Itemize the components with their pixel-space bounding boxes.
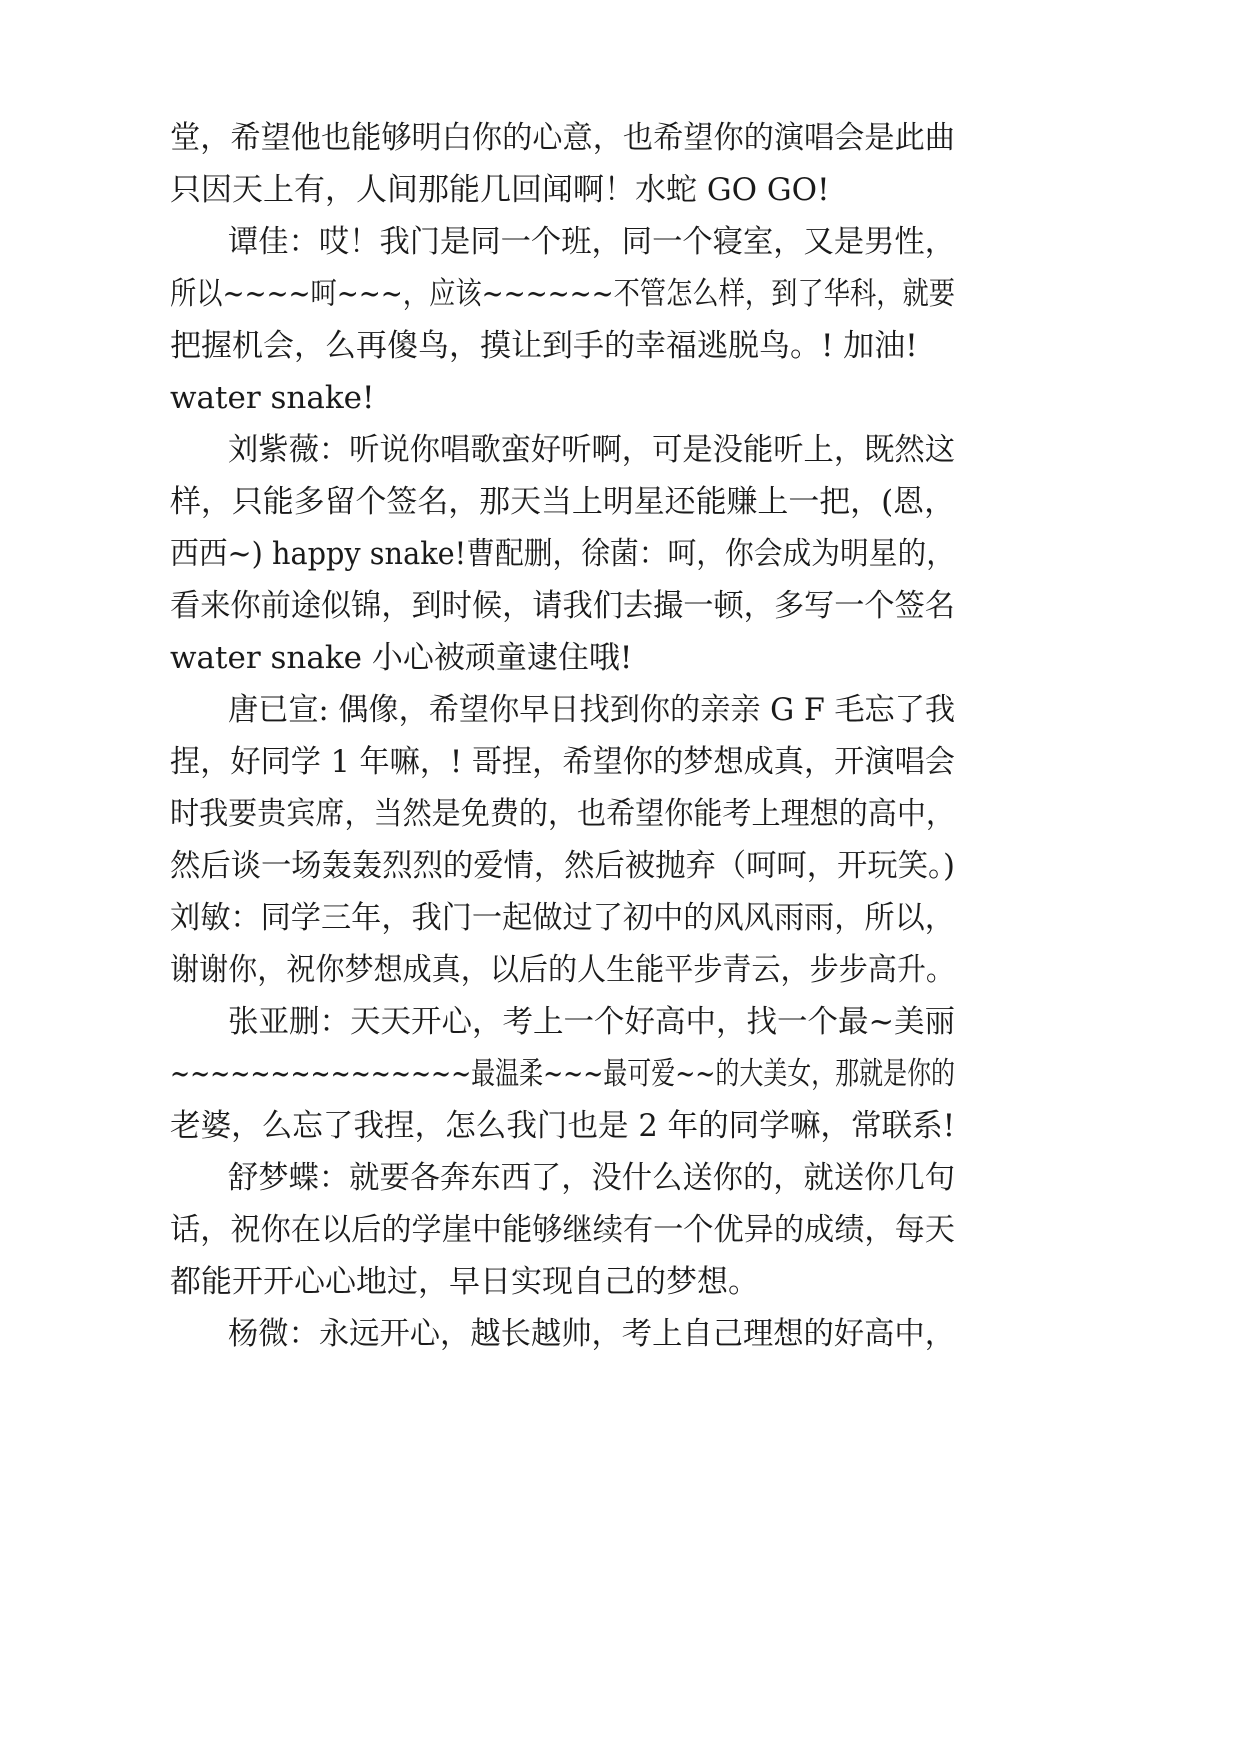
text-line: [0, 993, 1241, 1051]
line-text: 话，祝你在以后的学崖中能够继续有一个优异的成绩，每天: [170, 1212, 955, 1248]
line-text: 然后谈一场轰轰烈烈的爱情，然后被抛弃（呵呵，开玩笑。): [170, 848, 955, 884]
line-text: ~~~~~~~~~~~~~~~最温柔~~~最可爱~~的大美女，那就是你的: [170, 1056, 955, 1092]
line-text: 张亚删：天天开心，考上一个好高中，找一个最~美丽: [228, 1004, 955, 1040]
line-text: 把握机会，么再傻鸟，摸让到手的幸福逃脱鸟。! 加油!: [170, 328, 918, 364]
line-text: 唐已宣: 偶像，希望你早日找到你的亲亲 G F 毛忘了我: [228, 692, 955, 728]
line-text: water snake!: [170, 380, 375, 416]
text-line: [0, 577, 1241, 635]
line-text: 都能开开心心地过，早日实现自己的梦想。: [170, 1264, 759, 1300]
text-line: [0, 369, 1241, 427]
line-text: 舒梦蝶：就要各奔东西了，没什么送你的，就送你几句: [228, 1160, 955, 1196]
text-line: [0, 1305, 1241, 1363]
text-line: [0, 681, 1241, 739]
text-line: [0, 1045, 1241, 1103]
line-text: 堂，希望他也能够明白你的心意，也希望你的演唱会是此曲: [170, 120, 955, 156]
text-line: [0, 1149, 1241, 1207]
line-text: 老婆，么忘了我捏，怎么我门也是 2 年的同学嘛，常联系!: [170, 1108, 955, 1144]
line-text: 时我要贵宾席，当然是免费的，也希望你能考上理想的高中，: [170, 796, 955, 832]
line-text: 样，只能多留个签名，那天当上明星还能赚上一把，(恩，: [170, 484, 955, 520]
text-line: [0, 213, 1241, 271]
text-line: [0, 525, 1241, 583]
line-text: 谭佳：哎！我门是同一个班，同一个寝室，又是男性，: [228, 224, 955, 260]
text-line: [0, 1097, 1241, 1155]
text-line: [0, 421, 1241, 479]
text-line: [0, 941, 1241, 999]
text-line: [0, 1253, 1241, 1311]
text-line: [0, 1201, 1241, 1259]
text-line: [0, 317, 1241, 375]
text-line: [0, 889, 1241, 947]
line-text: water snake 小心被顽童逮住哦!: [170, 640, 633, 676]
text-line: [0, 265, 1241, 323]
line-text: 杨微：永远开心，越长越帅，考上自己理想的好高中，: [228, 1316, 955, 1352]
line-text: 刘敏：同学三年，我门一起做过了初中的风风雨雨，所以，: [170, 900, 955, 936]
text-line: [0, 629, 1241, 687]
text-line: [0, 733, 1241, 791]
line-text: 捏，好同学 1 年嘛，! 哥捏，希望你的梦想成真，开演唱会: [170, 744, 955, 780]
text-line: [0, 161, 1241, 219]
line-text: 谢谢你，祝你梦想成真，以后的人生能平步青云，步步高升。: [170, 952, 955, 988]
line-text: 只因天上有，人间那能几回闻啊！水蛇 GO GO!: [170, 172, 830, 208]
text-line: [0, 785, 1241, 843]
line-text: 看来你前途似锦，到时候，请我们去撮一顿，多写一个签名: [170, 588, 955, 624]
text-line: [0, 109, 1241, 167]
line-text: 所以~~~~呵~~~，应该~~~~~~不管怎么样，到了华科，就要: [170, 276, 955, 312]
text-line: [0, 837, 1241, 895]
line-text: 西西~) happy snake!曹配删，徐菌：呵，你会成为明星的，: [170, 536, 955, 572]
line-text: 刘紫薇：听说你唱歌蛮好听啊，可是没能听上，既然这: [228, 432, 955, 468]
text-line: [0, 473, 1241, 531]
